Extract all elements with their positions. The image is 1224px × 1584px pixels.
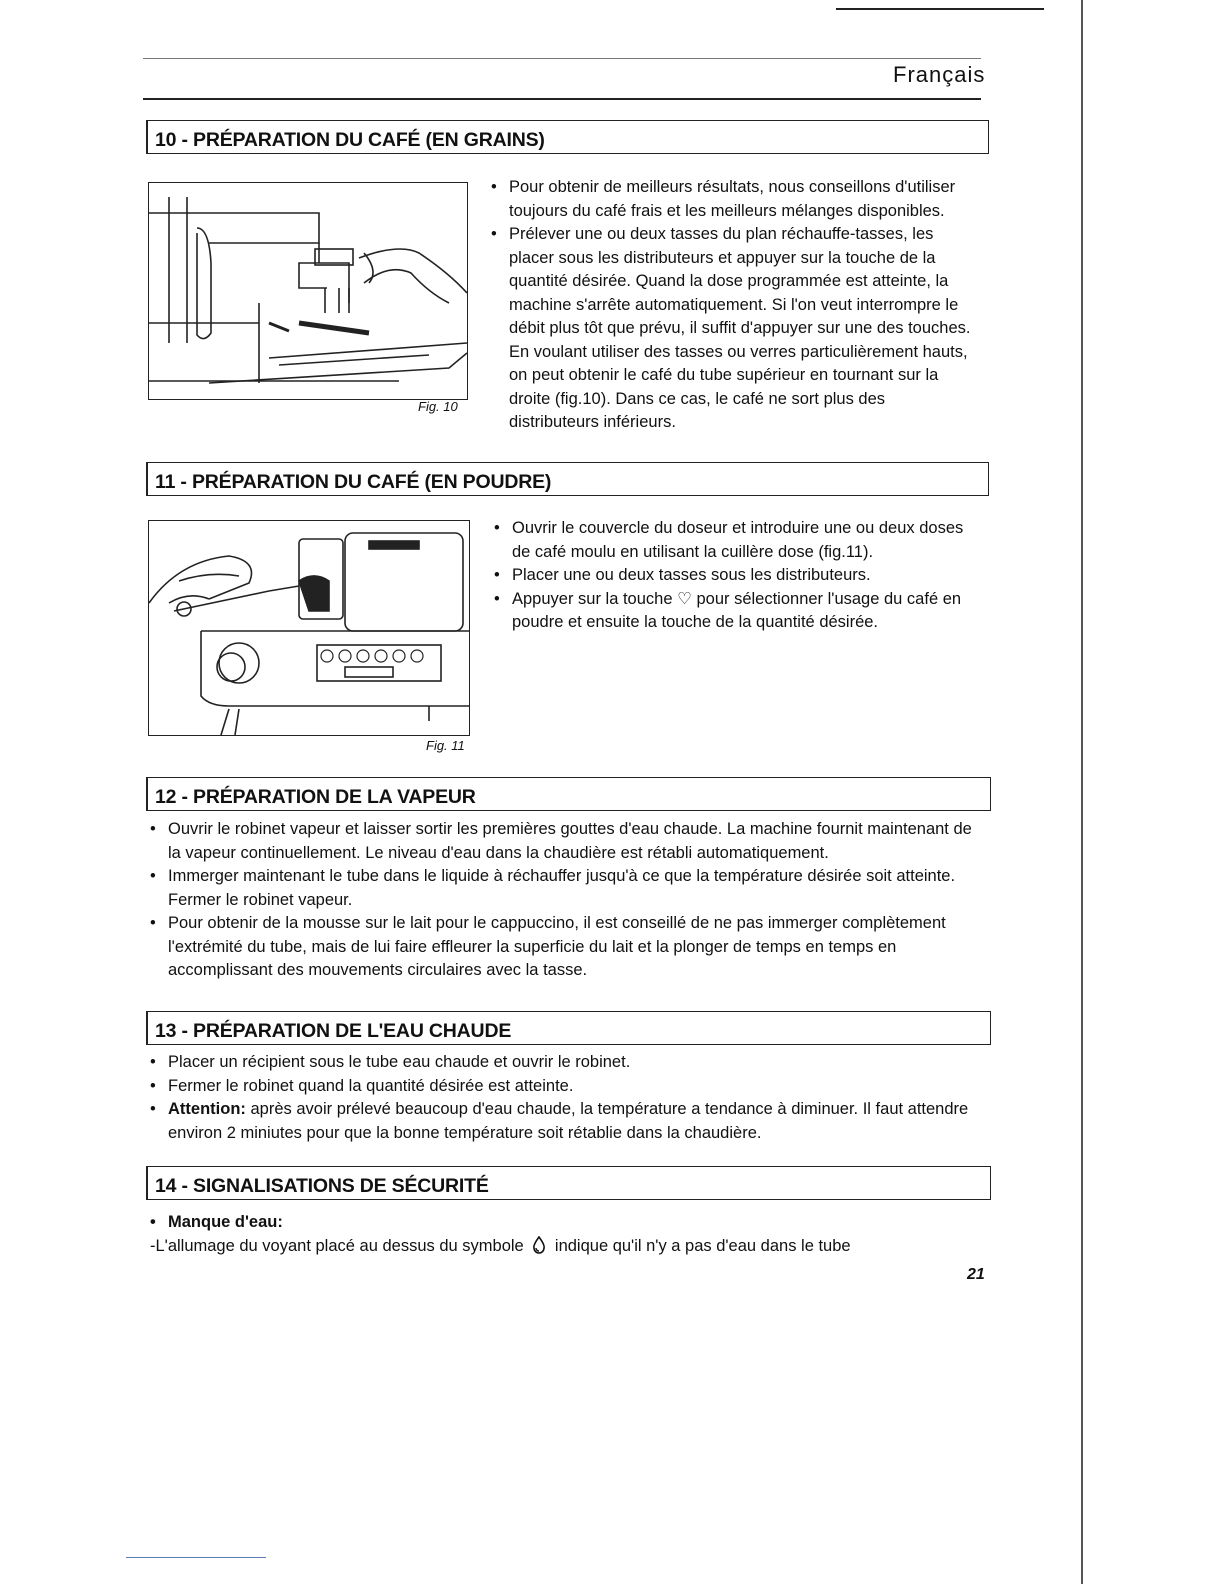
section-10-title: 10 - PRÉPARATION DU CAFÉ (EN GRAINS)	[155, 129, 545, 151]
figure-10-label: Fig. 10	[418, 399, 458, 414]
top-right-rule	[836, 8, 1044, 10]
figure-10	[148, 182, 468, 400]
section-13-attention	[150, 1098, 986, 1145]
section-12-bullets	[150, 818, 986, 983]
section-10-bullet-1: • Pour obtenir de meilleurs résultats, nous conseillons d'utiliser toujours du café frais et les meilleurs mélanges disponibles.	[491, 176, 971, 223]
language-label: Français	[893, 62, 986, 87]
section-11-bullet-2: • Placer une ou deux tasses sous les distributeurs.	[494, 564, 976, 588]
bottom-left-rule	[126, 1557, 266, 1558]
manque-eau-label: Manque d'eau:	[168, 1213, 283, 1231]
section-14-body	[150, 1211, 986, 1258]
header-bottom-rule	[143, 98, 981, 100]
section-12-bullet-3: • Pour obtenir de la mousse sur le lait pour le cappuccino, il est conseillé de ne pas immerger complètement l'extrémité du tube, mais de lui faire effleurer la superficie du lait et la plonger de temps en temps en accomplissant des mouvements circulaires avec la tasse.	[150, 912, 986, 983]
section-13-title: 13 - PRÉPARATION DE L'EAU CHAUDE	[155, 1020, 512, 1042]
header-top-rule	[143, 58, 981, 59]
coffee-machine-dispenser-illustration	[149, 183, 467, 399]
section-12-bullet-2: • Immerger maintenant le tube dans le liquide à réchauffer jusqu'à ce que la température désirée soit atteinte. Fermer le robinet vapeur.	[150, 865, 986, 912]
section-14-line	[150, 1235, 986, 1259]
right-edge-rule	[1081, 0, 1083, 1584]
page-number: 21	[967, 1266, 985, 1283]
section-12-title: 12 - PRÉPARATION DE LA VAPEUR	[155, 786, 476, 808]
attention-label: Attention:	[168, 1100, 246, 1118]
section-11-bullet-3: • Appuyer sur la touche ♡ pour sélectionner l'usage du café en poudre et ensuite la touche de la quantité désirée.	[494, 588, 976, 635]
section-10-bullet-2: • Prélever une ou deux tasses du plan réchauffe-tasses, les placer sous les distributeurs et appuyer sur la touche de la quantité désirée. Quand la dose programmée est atteinte, la machine s'arrête automatiquement. Si l'on veut interrompre le débit plus tôt que prévu, il suffit d'appuyer sur une des touches. En voulant utiliser des tasses ou verres particulièrement hauts, on peut obtenir le café du tube supérieur en tournant sur la droite (fig.10). Dans ce cas, le café ne sort plus des distributeurs inférieurs.	[491, 223, 971, 435]
section-13-bullets	[150, 1051, 986, 1145]
section-13-bullet-2: • Fermer le robinet quand la quantité désirée est atteinte.	[150, 1075, 986, 1099]
section-14-title: 14 - SIGNALISATIONS DE SÉCURITÉ	[155, 1175, 489, 1197]
coffee-machine-powder-illustration	[149, 521, 469, 735]
section-14-subheading	[150, 1211, 986, 1235]
attention-text: après avoir prélevé beaucoup d'eau chaude, la température a tendance à diminuer. Il faut attendre environ 2 miniutes pour que la bonne température soit rétablie dans la chaudière.	[168, 1100, 969, 1142]
section-10-bullets	[491, 176, 971, 435]
figure-11	[148, 520, 470, 736]
section-14-line-after: indique qu'il n'y a pas d'eau dans le tube	[554, 1236, 851, 1255]
section-11-bullets	[494, 517, 976, 635]
section-13-bullet-1: • Placer un récipient sous le tube eau chaude et ouvrir le robinet.	[150, 1051, 986, 1075]
section-11-bullet-1: • Ouvrir le couvercle du doseur et introduire une ou deux doses de café moulu en utilisant la cuillère dose (fig.11).	[494, 517, 976, 564]
section-11-title: 11 - PRÉPARATION DU CAFÉ (EN POUDRE)	[155, 471, 552, 493]
water-drop-icon	[532, 1236, 546, 1254]
section-14-line-before: -L'allumage du voyant placé au dessus du symbole	[150, 1236, 524, 1255]
section-12-bullet-1: • Ouvrir le robinet vapeur et laisser sortir les premières gouttes d'eau chaude. La machine fournit maintenant de la vapeur continuellement. Le niveau d'eau dans la chaudière est rétabli automatiquement.	[150, 818, 986, 865]
figure-11-label: Fig. 11	[426, 738, 465, 753]
